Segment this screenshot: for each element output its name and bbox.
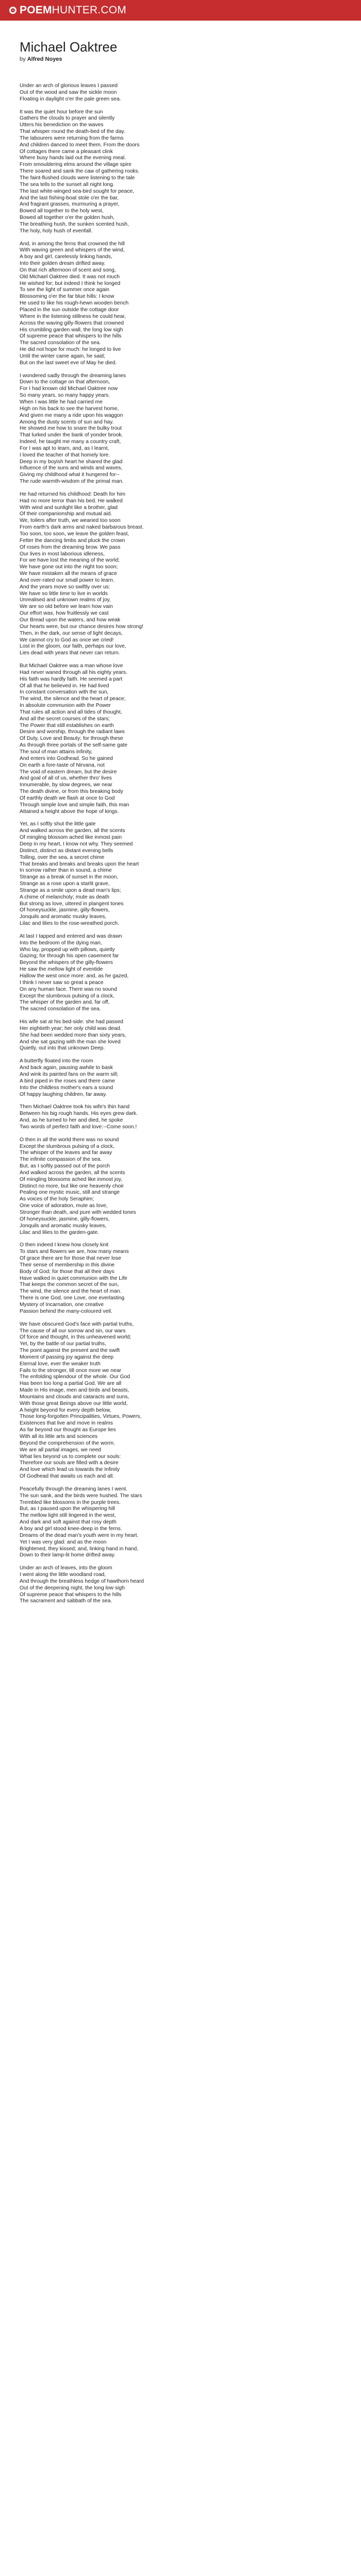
poem-stanza	[20, 492, 351, 657]
poem-line: The holy, holy hush of evenfall.	[20, 228, 93, 234]
poem-line: That keeps the common secret of the sun,	[20, 1282, 119, 1288]
poem-line: Dreams of the dead man's youth were in my heart.	[20, 1532, 139, 1538]
poem-line: Lilac and lilies to the rose-wreathed porch.	[20, 921, 119, 927]
poem-line: Yet, by the battle of our partial truths,	[20, 1341, 106, 1347]
poem-line: The cause of all our sorrow and sin, our wars	[20, 1328, 126, 1334]
poem-line: To stars and flowers we are, how many means	[20, 1249, 129, 1255]
poem-byline	[20, 56, 351, 62]
poem-stanza	[20, 934, 351, 1013]
poem-line: The soul of man attains infinity,	[20, 749, 93, 755]
poem-line: And over-rated our small power to learn.	[20, 577, 114, 583]
poem-line: Deep in my heart, I know not why. They seemed	[20, 841, 133, 847]
poem-line: Utters his benediction on the waves	[20, 122, 104, 128]
poem-line: Yet I was very glad: and as the moon	[20, 1539, 107, 1545]
poem-line: With wind and sunlight like a brother, glad	[20, 504, 118, 511]
poem-line: The rude warmth-wisdom of the primal man.	[20, 479, 124, 485]
poem-line: Strange as a rose upon a starlit grave,	[20, 881, 110, 887]
poem-line: Our Bread upon the waters, and how weak	[20, 617, 121, 623]
poem-line: That breaks and breaks and breaks upon the heart	[20, 861, 139, 867]
poem-line: Has been too long a partial God. We are all	[20, 1381, 122, 1387]
poem-line: Two words of perfect faith and love:--Come soon.!	[20, 1124, 137, 1130]
poem-line: We are all partial images, we need	[20, 1447, 101, 1453]
poem-line: Mystery of Incarnation, one creative	[20, 1301, 104, 1308]
poem-stanza	[20, 1137, 351, 1236]
poem-stanza	[20, 1321, 351, 1480]
poem-stanza	[20, 1242, 351, 1315]
poem-line: Therefore our souls are filled with a desire	[20, 1460, 119, 1466]
poem-line: Of supreme peace that whispers to the hills	[20, 333, 122, 340]
poem-line: Then, in the dark, our sense of light decays,	[20, 630, 123, 636]
poem-line: Influence of the suns and winds and waves,	[20, 465, 123, 471]
poem-line: Brightened, they kissed; and, linking hand in hand,	[20, 1546, 139, 1552]
poem-line: Gathers the clouds to prayer and silently	[20, 115, 115, 122]
poem-line: The sea tells to the sunset all night long.	[20, 181, 114, 188]
poem-line: Our lives in most laborious idleness,	[20, 551, 105, 557]
poem-line: I wondered sadly through the dreaming lanes	[20, 372, 126, 379]
poem-line: At last I tapped and entered and was drawn	[20, 933, 122, 939]
poem-line: O then indeed I knew how closely knit	[20, 1242, 109, 1248]
poem-line: Tolling, over the sea, a secret chime	[20, 854, 105, 860]
poem-line: A boy and girl stood knee-deep in the ferns.	[20, 1526, 122, 1532]
poem-line: Mountains and clouds and cataracts and suns,	[20, 1394, 129, 1400]
poem-line: Indeed, he taught me many a country craft,	[20, 439, 121, 445]
site-logo[interactable]	[9, 4, 126, 16]
poem-line: Into the childless mother's ears a sound	[20, 1084, 113, 1091]
poem-line: Distinct no more, but like one heavenly choir	[20, 1183, 124, 1189]
poem-line: Fetter the dancing limbs and pluck the crown	[20, 537, 125, 544]
poem-line: Quietly, out into that unknown Deep.	[20, 1045, 105, 1052]
poem-line: She had been wedded more than sixty years,	[20, 1032, 126, 1038]
poem-line: Passion behind the many-coloured veil.	[20, 1308, 112, 1314]
poem-line: And, in among the ferns that crowned the hill	[20, 241, 125, 247]
poem-line: Who lay, propped up with pillows, quietly	[20, 946, 115, 953]
poem-line: In constant conversation with the sun,	[20, 689, 109, 696]
poem-line: Unrealised and unknown realms of joy,	[20, 597, 111, 603]
poem-line: And walked across the garden, all the scents	[20, 1170, 125, 1176]
poem-line: Hallow the west once more: and, as he gazed,	[20, 973, 129, 979]
author-link[interactable]: Alfred Noyes	[27, 56, 62, 62]
poem-line: And children danced to meet them. From the doors	[20, 142, 140, 148]
poem-line: Among the dusty scents of sun and hay.	[20, 419, 114, 425]
poem-line: From smouldering elms around the village spire	[20, 162, 132, 168]
poem-line: The wind, the silence and the heart of peace;	[20, 696, 126, 702]
poem-line: But Michael Oaktree was a man whose love	[20, 663, 123, 669]
by-label: by	[20, 56, 26, 62]
poem-line: Beyond the whispers of the gilly-flowers	[20, 960, 113, 966]
poem-stanza	[20, 83, 351, 103]
poem-line: And back again, pausing awhile to bask	[20, 1065, 113, 1071]
poem-title: Michael Oaktree	[20, 39, 118, 55]
poem-line: Of happy laughing children, far away.	[20, 1091, 107, 1097]
logo-text-light: HUNTER.COM	[52, 4, 126, 16]
poem-line: As voices of the holy Seraphim;	[20, 1196, 94, 1202]
poem-line: Until the winter came again, he said;	[20, 353, 105, 359]
poem-stanza	[20, 1486, 351, 1559]
poem-line: Had no more terror than his bed. He walked	[20, 498, 123, 504]
poem-line: Then Michael Oaktree took his wife's thin hand	[20, 1104, 130, 1110]
poem-line: Of Godhead that awaits us each and all.	[20, 1473, 114, 1480]
poem-line: Jonquils and aromatic musky leaves,	[20, 914, 107, 920]
poem-line: Moment of passing joy against the deep	[20, 1354, 114, 1360]
poem-line: He did not hope for much: he longed to live	[20, 347, 121, 353]
poem-line: Distinct, distinct as distant evening bells	[20, 848, 113, 854]
poem-line: Giving my childhood what it hungered for--	[20, 472, 120, 478]
poem-line: There is one God, one Love, one everlasting	[20, 1295, 125, 1301]
poem-line: Placed in the sun outside the cottage door	[20, 307, 119, 313]
poem-line: Between his big rough hands. His eyes grew dark.	[20, 1111, 138, 1117]
poem-line: The faint-flushed clouds were listening to the tale	[20, 175, 135, 181]
poem-line: And she sat gazing with the man she loved	[20, 1039, 121, 1045]
poem-body	[20, 83, 351, 1605]
poem-line: The death divine, or from this breaking body	[20, 789, 123, 795]
poem-content	[0, 21, 361, 1605]
poem-line: Jonquils and aromatic musky leaves,	[20, 1223, 107, 1229]
poem-line: So many years, so many happy years.	[20, 393, 110, 399]
poem-line: And goal of all of us, whether thro' lives	[20, 775, 112, 782]
poem-line: Fails to the stronger, till once more we near	[20, 1367, 121, 1374]
poem-line: He saw the mellow light of eventide	[20, 967, 103, 973]
poem-line: Innumerable, by slow degrees, we near	[20, 782, 112, 788]
logo-text-bold: POEM	[20, 4, 52, 16]
poem-line: O then in all the world there was no sound	[20, 1137, 119, 1143]
poem-line: Of mingling blossoms ached like inmost joy,	[20, 1176, 122, 1182]
poem-line: Eternal love, ever the weaker truth	[20, 1361, 101, 1367]
poem-line: Except the slumbrous pulsing of a clock,	[20, 1143, 114, 1149]
poem-stanza	[20, 373, 351, 485]
poem-line: Of roses from the dreaming brow. We pass	[20, 544, 121, 550]
poem-line: There soared and sank the caw of gathering rooks.	[20, 168, 140, 175]
poem-stanza	[20, 1565, 351, 1605]
poem-line: That rules all action and all tides of thought,	[20, 709, 122, 715]
poem-line: The wind, the silence and the heart of man.	[20, 1289, 122, 1295]
poem-line: Lilac and lilies to the garden-gate.	[20, 1229, 99, 1235]
poem-line: Gazing; for through his open casement far	[20, 953, 119, 959]
poem-line: Under an arch of leaves, into the gloom	[20, 1565, 112, 1571]
poem-line: On any human face. There was no sound	[20, 986, 117, 992]
poem-line: A bird piped in the roses and there came	[20, 1078, 115, 1084]
poem-line: Of cottages there came a pleasant clink	[20, 148, 113, 155]
poem-line: Too soon, too soon, we leave the golden feast,	[20, 531, 129, 537]
poem-line: Of their companionship and mutual aid.	[20, 511, 112, 517]
poem-stanza	[20, 821, 351, 927]
poem-line: Across the waving gilly-flowers that crowned	[20, 320, 124, 326]
poem-line: Desire and worship, through the radiant laws	[20, 729, 125, 735]
poem-line: And all the secret courses of the stars;	[20, 716, 110, 722]
poem-line: We cannot cry to God as once we cried!	[20, 637, 114, 643]
poem-line: Where busy hands laid out the evening meal.	[20, 155, 126, 161]
poem-line: His wife sat at his bed-side: she had passed	[20, 1019, 123, 1025]
poem-line: Except the slumbrous pulsing of a clock,	[20, 993, 114, 999]
poem-line: Trembled like blossoms in the purple trees.	[20, 1499, 121, 1505]
poem-line: Stronger than death, and pure with wedded tones	[20, 1210, 136, 1215]
poem-line: The whisper of the leaves and far away	[20, 1150, 112, 1156]
poem-line: Of grace there are for those that never lose	[20, 1256, 121, 1262]
poem-line: Existences that live and move in realms	[20, 1420, 113, 1427]
poem-line: Those long-forgotten Principalities, Virtues, Powers,	[20, 1414, 142, 1420]
poem-line: His faith was hardly faith. He seemed a part	[20, 676, 123, 682]
poem-line: He showed me how to snare the bulky trout	[20, 426, 122, 432]
poem-line: High on his back to see the harvest home,	[20, 405, 119, 412]
poem-line: The enfolding splendour of the whole. Our God	[20, 1374, 130, 1380]
poem-line: We, toilers after truth, we wearied too soon	[20, 518, 121, 524]
poem-line: Deep in my boyish heart he shared the glad	[20, 459, 123, 465]
poem-stanza	[20, 1058, 351, 1098]
poem-line: Floating in daylight o'er the pale green sea.	[20, 96, 121, 102]
poem-line: And given me many a ride upon his waggon	[20, 412, 123, 418]
poem-line: The sun sank, and the birds were hushed. The stars	[20, 1493, 142, 1499]
poem-line: Under an arch of glorious leaves I passed	[20, 83, 118, 89]
poem-line: Down to the cottage on that afternoon,	[20, 379, 110, 385]
poem-line: But, as I softly passed out of the porch	[20, 1163, 110, 1170]
poem-line: Strange as a break of sunset in the moon,	[20, 874, 119, 880]
poem-line: For we have lost the meaning of the world;	[20, 557, 120, 564]
poem-line: Her eightieth year; her only child was dead.	[20, 1025, 122, 1031]
poem-line: The infinite compassion of the sea.	[20, 1157, 102, 1163]
poem-line: Our hearts were, but our chance desires how strong!	[20, 623, 143, 630]
poem-line: Of earthly death we flash at once to God	[20, 795, 115, 801]
poem-line: Made in His image, men and birds and beasts,	[20, 1387, 129, 1394]
poem-line: Body of God; for those that all their days	[20, 1268, 114, 1275]
poem-line: Their sense of membership in this divine	[20, 1262, 115, 1268]
poem-line: I think I never saw so great a peace	[20, 979, 104, 986]
poem-line: Of supreme peace that whispers to the hills	[20, 1591, 122, 1598]
poem-line: A height beyond for every depth below,	[20, 1407, 111, 1413]
poem-line: A boy and girl, carelessly linking hands,	[20, 254, 112, 260]
poem-line: Lost in the gloom, our faith, perhaps our love,	[20, 643, 126, 650]
poem-line: That lurked under the bank of yonder brook.	[20, 432, 123, 438]
poem-line: To see the light of summer once again	[20, 287, 110, 293]
poem-line: For I was apt to learn, and, as I learnt,	[20, 445, 109, 451]
poem-line: Of honeysuckle, jasmine, gilly-flowers,	[20, 1216, 110, 1222]
poem-line: We have obscured God's face with partial truths,	[20, 1321, 134, 1327]
poem-line: And fragrant grasses, murmuring a prayer,	[20, 201, 120, 208]
poem-line: And enters into Godhead. So he gained	[20, 755, 113, 761]
poem-line: Into their golden dream drifted away.	[20, 261, 106, 267]
poem-line: A butterfly floated into the room	[20, 1058, 93, 1064]
poem-stanza	[20, 1104, 351, 1130]
poem-globe-icon	[9, 7, 17, 14]
poem-line: The breathing hush, the sunken scented hush,	[20, 221, 129, 227]
poem-line: His crumbling garden wall, the long low sigh	[20, 327, 123, 333]
poem-line: Bowed all together o'er the golden hush,	[20, 215, 115, 221]
poem-line: With all its little arts and sciences	[20, 1434, 98, 1439]
poem-line: We have mistaken all the means of grace	[20, 571, 117, 577]
poem-line: Of Duty, Love and Beauty; for through these	[20, 736, 123, 742]
poem-line: When I was little he had carried me	[20, 399, 103, 405]
poem-line: In absolute communion with the Power	[20, 703, 111, 709]
poem-line: On earth a fore-taste of Nirvana, not	[20, 762, 105, 768]
poem-line: And wink its painted fans on the warm sill;	[20, 1071, 119, 1077]
poem-stanza	[20, 1019, 351, 1052]
poem-line: We have gone out into the night too soon;	[20, 564, 118, 570]
poem-line: And through the breathless hedge of hawthorn heard	[20, 1578, 144, 1584]
poem-line: Out of the wood and saw the sickle moon	[20, 89, 117, 95]
poem-line: Out of the deepening night, the long low sigh	[20, 1585, 125, 1591]
poem-line: The mellow light still lingered in the west,	[20, 1513, 116, 1519]
poem-line: And walked across the garden, all the scents	[20, 828, 125, 834]
poem-stanza	[20, 663, 351, 815]
poem-line: Of all that he believed in. He had lived	[20, 683, 109, 689]
poem-line: What lies beyond us to complete our souls:	[20, 1453, 121, 1460]
poem-line: Where in the listening stillness he could hear,	[20, 313, 126, 319]
poem-line: But on the last sweet eve of May he died.	[20, 360, 117, 366]
poem-line: Of force and thought, in this unheavened world;	[20, 1334, 132, 1341]
poem-line: The last white-winged sea-bird sought for peace,	[20, 188, 135, 194]
poem-line: The void of eastern dream, but the desire	[20, 769, 117, 775]
poem-line: The sacred consolation of the sea.	[20, 340, 101, 346]
poem-line: The Power that still establishes on earth	[20, 722, 114, 728]
poem-line: The point against the present and the swift	[20, 1348, 120, 1354]
poem-line: That whisper round the death-bed of the day.	[20, 129, 125, 135]
poem-line: Had never waned through all his eighty years.	[20, 669, 127, 675]
poem-line: Through simple love and simple faith, this man	[20, 802, 129, 808]
poem-line: Peacefully through the dreaming lanes I went.	[20, 1486, 127, 1492]
poem-line: And love which lead us towards the Infinity	[20, 1467, 120, 1473]
poem-line: The sacrament and sabbath of the sea.	[20, 1598, 112, 1604]
poem-line: Old Michael Oaktree died. It was not much	[20, 274, 120, 280]
poem-line: Lies dead with years that never can return.	[20, 650, 120, 656]
poem-line: Down to their lamp-lit home drifted away.	[20, 1552, 116, 1558]
poem-line: Into the bedroom of the dying man,	[20, 940, 102, 946]
poem-line: I loved the teacher of that homely lore.	[20, 452, 110, 458]
poem-line: He used to like his rough-hewn wooden bench	[20, 300, 129, 307]
poem-line: Have walked in quiet communion with the Life	[20, 1275, 127, 1281]
poem-line: With those great Beings above our little world,	[20, 1400, 128, 1406]
site-header	[0, 0, 361, 21]
poem-line: And the last fishing-boat stole o'er the bar,	[20, 195, 119, 201]
poem-line: But, as I paused upon the whispering hill	[20, 1506, 115, 1512]
poem-line: Bowed all together to the holy west,	[20, 208, 104, 214]
poem-line: And, as he turned to her and died, he spoke	[20, 1117, 123, 1124]
poem-line: From earth's dark arms and naked barbarous breast.	[20, 524, 144, 531]
poem-line: Of honeysuckle, jasmine, gilly-flowers,	[20, 907, 110, 913]
poem-line: I went along the little woodland road,	[20, 1572, 106, 1578]
poem-line: Blossoming o'er the far blue hills: I know	[20, 294, 114, 300]
poem-line: Yet, as I softly shut the little gate	[20, 821, 96, 827]
poem-line: And dark and soft against that rosy depth	[20, 1519, 117, 1526]
poem-line: Of mingling blossom ached like inmost pain	[20, 835, 122, 841]
poem-line: The labourers were returning from the farms	[20, 135, 124, 141]
poem-line: One voice of adoration, mute as love,	[20, 1203, 108, 1209]
poem-line: He wished for; but indeed I think he longed	[20, 280, 121, 286]
poem-stanza	[20, 241, 351, 367]
poem-line: And the years move so swiftly over us:	[20, 584, 110, 590]
poem-line: For I had known old Michael Oaktree now	[20, 386, 118, 392]
poem-line: A chime of melancholy; mute as death	[20, 894, 109, 900]
poem-line: Our effort was, how fruitlessly we cast	[20, 611, 109, 617]
poem-line: We are so old before we learn how vain	[20, 604, 113, 610]
poem-line: It was the quiet hour before the sun	[20, 109, 103, 115]
poem-line: With waving green and whispers of the wind,	[20, 247, 125, 253]
poem-line: In sorrow rather than in sound, a chime	[20, 868, 112, 874]
poem-line: Attained a height above the hope of kings.	[20, 808, 119, 815]
poem-line: As far beyond our thought as Europe lies	[20, 1427, 116, 1433]
poem-line: The sacred consolation of the sea.	[20, 1006, 101, 1012]
poem-line: On that rich afternoon of scent and song,	[20, 267, 116, 273]
poem-line: Beyond the comprehension of the worm.	[20, 1440, 115, 1446]
poem-line: We have so little time to live in worlds	[20, 590, 108, 597]
poem-line: The whisper of the garden and, far off,	[20, 999, 110, 1006]
poem-line: He had returned his childhood: Death for him	[20, 491, 125, 497]
poem-stanza	[20, 109, 351, 235]
poem-line: Strange as a smile upon a dead man's lips;	[20, 887, 121, 893]
poem-line: Pealing one mystic music, still and strange	[20, 1190, 120, 1196]
poem-line: As through three portals of the self-same gate	[20, 742, 127, 749]
poem-line: But strong as love, uttered in plangent tones	[20, 901, 124, 907]
